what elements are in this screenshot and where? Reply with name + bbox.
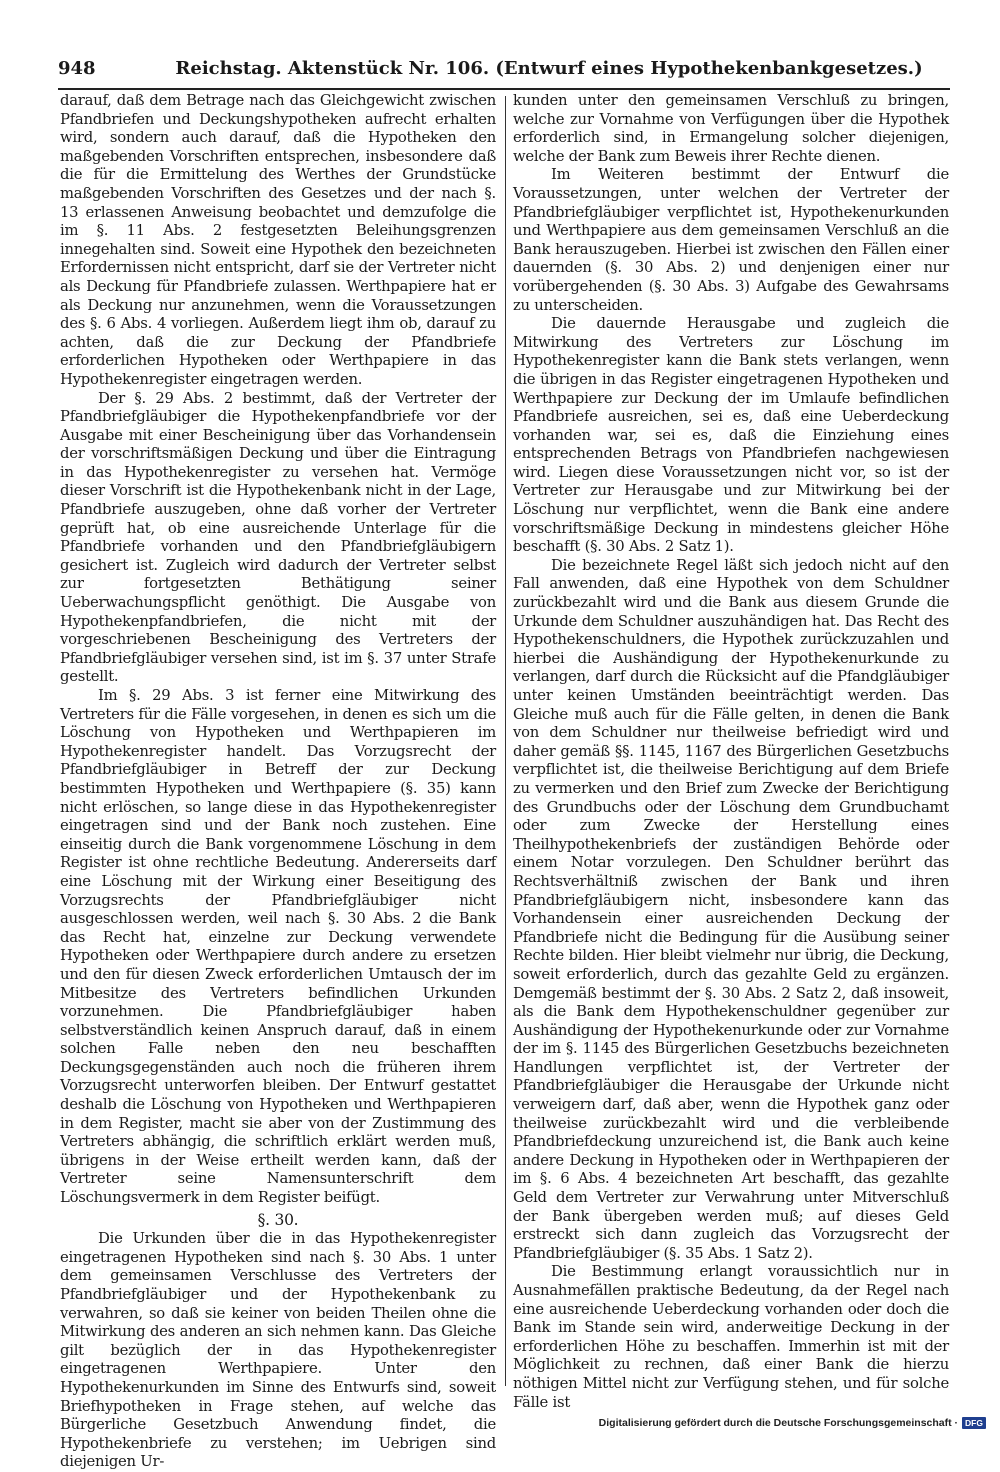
header-rule	[58, 88, 950, 90]
paragraph: Im Weiteren bestimmt der Entwurf die Voraussetzungen, unter welchen der Vertreter der Pfandbriefgläubiger verpflichtet ist, Hypothekenurkunden und Werthpapiere aus dem gemeinsamen Verschluß an die Bank herauszugeben. Hierbei ist zwischen den Fällen einer dauernden (§. 30 Abs. 2) und denjenigen einer nur vorübergehenden (§. 30 Abs. 3) Aufgabe des Gewahrsams zu unterscheiden.	[513, 166, 949, 314]
section-heading: §. 30.	[257, 1210, 299, 1229]
paragraph: Im §. 29 Abs. 3 ist ferner eine Mitwirkung des Vertreters für die Fälle vorgesehen, in denen es sich um die Löschung von Hypotheken und Werthpapieren im Hypothekenregister handelt. Das Vorzugsrecht der Pfandbriefgläubiger in Betreff der zur Deckung bestimmten Hypotheken und Werthpapiere (§. 35) kann nicht erlöschen, so lange diese in das Hypothekenregister eingetragen sind und der Bank noch zustehen. Eine einseitig durch die Bank vorgenommene Löschung in dem Register ist ohne rechtliche Bedeutung. Andererseits darf eine Löschung mit der Wirkung einer Beseitigung des Vorzugsrechts der Pfandbriefgläubiger nicht ausgeschlossen werden, weil nach §. 30 Abs. 2 die Bank das Recht hat, einzelne zur Deckung verwendete Hypotheken oder Werthpapiere durch andere zu ersetzen und den für diesen Zweck erforderlichen Umtausch der im Mitbesitze des Vertreters befindlichen Urkunden vorzunehmen. Die Pfandbriefgläubiger haben selbstverständlich keinen Anspruch darauf, daß in einem solchen Falle neben den neu beschafften Deckungsgegenständen auch noch die früheren ihrem Vorzugsrecht unterworfen bleiben. Der Entwurf gestattet deshalb die Löschung von Hypotheken und Werthpapieren in dem Register, macht sie aber von der Zustimmung des Vertreters abhängig, die schriftlich erklärt werden muß, übrigens in der Weise ertheilt werden kann, daß der Vertreter seine Namensunterschrift dem Löschungsvermerk in dem Register beifügt.	[60, 687, 496, 1207]
paragraph: darauf, daß dem Betrage nach das Gleichgewicht zwischen Pfandbriefen und Deckungshypotheken aufrecht erhalten wird, sondern auch darauf, daß die Hypotheken den maßgebenden Vorschriften entsprechen, insbesondere daß die für die Ermittelung des Werthes der Grundstücke maßgebenden Vorschriften des Gesetzes und der nach §. 13 erlassenen Anweisung beobachtet und demzufolge die im §. 11 Abs. 2 festgesetzten Beleihungsgrenzen innegehalten sind. Soweit eine Hypothek den bezeichneten Erfordernissen nicht entspricht, darf sie der Vertreter nicht als Deckung für Pfandbriefe zulassen. Werthpapiere hat er als Deckung nur anzunehmen, wenn die Voraussetzungen des §. 6 Abs. 4 vorliegen. Außerdem liegt ihm ob, darauf zu achten, daß die zur Deckung der Pfandbriefe erforderlichen Hypotheken oder Werthpapiere in das Hypothekenregister eingetragen werden.	[60, 92, 496, 388]
page-header	[58, 58, 948, 86]
page-number: 948	[58, 58, 96, 79]
paragraph: Die Urkunden über die in das Hypothekenregister eingetragenen Hypotheken sind nach §. 30 Abs. 1 unter dem gemeinsamen Verschlusse des Vertreters der Pfandbriefgläubiger und der Hypothekenbank zu verwahren, so daß sie keiner von beiden Theilen ohne die Mitwirkung des anderen an sich nehmen kann. Das Gleiche gilt bezüglich der in das Hypothekenregister eingetragenen Werthpapiere. Unter den Hypothekenurkunden im Sinne des Entwurfs sind, soweit Briefhypotheken in Frage stehen, auf welche das Bürgerliche Gesetzbuch Anwendung findet, die Hypothekenbriefe zu verstehen; im Uebrigen sind diejenigen Ur-	[60, 1230, 496, 1471]
left-column	[60, 92, 496, 1472]
digitization-credit	[599, 1416, 986, 1430]
running-title: Reichstag. Aktenstück Nr. 106. (Entwurf eines Hypothekenbankgesetzes.)	[175, 58, 923, 79]
paragraph: kunden unter den gemeinsamen Verschluß zu bringen, welche zur Vornahme von Verfügungen über die Hypothek erforderlich sind, in Ermangelung solcher diejenigen, welche der Bank zum Beweis ihrer Rechte dienen.	[513, 92, 949, 165]
paragraph: Die dauernde Herausgabe und zugleich die Mitwirkung des Vertreters zur Löschung im Hypothekenregister kann die Bank stets verlangen, wenn die übrigen in das Register eingetragenen Hypotheken und Werthpapiere zur Deckung der im Umlaufe befindlichen Pfandbriefe ausreichen, sei es, daß eine Ueberdeckung vorhanden war, sei es, daß die Einziehung eines entsprechenden Betrags von Pfandbriefen nachgewiesen wird. Liegen diese Voraussetzungen nicht vor, so ist der Vertreter zur Herausgabe und zur Mitwirkung bei der Löschung nur verpflichtet, wenn die Bank eine andere vorschriftsmäßige Deckung in mindestens gleicher Höhe beschafft (§. 30 Abs. 2 Satz 1).	[513, 315, 949, 556]
credit-text: Digitalisierung gefördert durch die Deutsche Forschungsgemeinschaft ·	[598, 1417, 959, 1429]
paragraph: Die bezeichnete Regel läßt sich jedoch nicht auf den Fall anwenden, daß eine Hypothek von dem Schuldner zurückbezahlt wird und die Bank aus diesem Grunde die Urkunde dem Schuldner auszuhändigen hat. Das Recht des Hypothekenschuldners, die Hypothek zurückzuzahlen und hierbei die Aushändigung der Hypothekenurkunde zu verlangen, darf durch die Rücksicht auf die Pfandgläubiger unter keinen Umständen beeinträchtigt werden. Das Gleiche muß auch für die Fälle gelten, in denen die Bank von dem Schuldner nur theilweise befriedigt wird und daher gemäß §§. 1145, 1167 des Bürgerlichen Gesetzbuchs verpflichtet ist, die theilweise Berichtigung auf dem Briefe zu vermerken und den Brief zum Zwecke der Berichtigung des Grundbuchs oder der Löschung dem Grundbuchamt oder zum Zwecke der Herstellung eines Theilhypothekenbriefs der zuständigen Behörde oder einem Notar vorzulegen. Den Schuldner berührt das Rechtsverhältniß zwischen der Bank und ihren Pfandbriefgläubigern nicht, insbesondere kann das Vorhandensein einer ausreichenden Deckung der Pfandbriefe nicht die Bedingung für die Ausübung seiner Rechte bilden. Hier bleibt vielmehr nur übrig, die Deckung, soweit erforderlich, durch das gezahlte Geld zu ergänzen. Demgemäß bestimmt der §. 30 Abs. 2 Satz 2, daß insoweit, als die Bank dem Hypothekenschuldner gegenüber zur Aushändigung der Hypothekenurkunde oder zur Vornahme der im §. 1145 des Bürgerlichen Gesetzbuchs bezeichneten Handlungen verpflichtet ist, der Vertreter der Pfandbriefgläubiger die Herausgabe der Urkunde nicht verweigern darf, daß aber, wenn die Hypothek ganz oder theilweise zurückbezahlt wird und die verbleibende Pfandbriefdeckung unzureichend ist, die Bank auch keine andere Deckung in Hypotheken oder in Werthpapieren der im §. 6 Abs. 4 bezeichneten Art beschafft, das gezahlte Geld dem Vertreter zur Verwahrung unter Mitverschluß der Bank übergeben werden muß; auf dieses Geld erstreckt sich dann zugleich das Vorzugsrecht der Pfandbriefgläubiger (§. 35 Abs. 1 Satz 2).	[513, 556, 949, 1262]
paragraph: Der §. 29 Abs. 2 bestimmt, daß der Vertreter der Pfandbriefgläubiger die Hypothekenpfandbriefe vor der Ausgabe mit einer Bescheinigung über das Vorhandensein der vorschriftsmäßigen Deckung und über die Eintragung in das Hypothekenregister zu versehen hat. Vermöge dieser Vorschrift ist die Hypothekenbank nicht in der Lage, Pfandbriefe auszugeben, ohne daß vorher der Vertreter geprüft hat, ob eine ausreichende Unterlage für die Pfandbriefe vorhanden und den Pfandbriefgläubigern gesichert ist. Zugleich wird dadurch der Vertreter selbst zur fortgesetzten Bethätigung seiner Ueberwachungspflicht genöthigt. Die Ausgabe von Hypothekenpfandbriefen, die nicht mit der vorgeschriebenen Bescheinigung des Vertreters der Pfandbriefgläubiger versehen sind, ist im §. 37 unter Strafe gestellt.	[60, 389, 496, 686]
dfg-logo: DFG	[962, 1417, 986, 1429]
right-column	[513, 92, 949, 1412]
paragraph: Die Bestimmung erlangt voraussichtlich nur in Ausnahmefällen praktische Bedeutung, da der Regel nach eine ausreichende Ueberdeckung vorhanden oder doch die Bank im Stande sein wird, anderweitige Deckung in der erforderlichen Höhe zu beschaffen. Immerhin ist mit der Möglichkeit zu rechnen, daß einer Bank die hierzu nöthigen Mittel nicht zur Verfügung stehen, und für solche Fälle ist	[513, 1263, 949, 1411]
column-divider	[505, 96, 506, 1386]
